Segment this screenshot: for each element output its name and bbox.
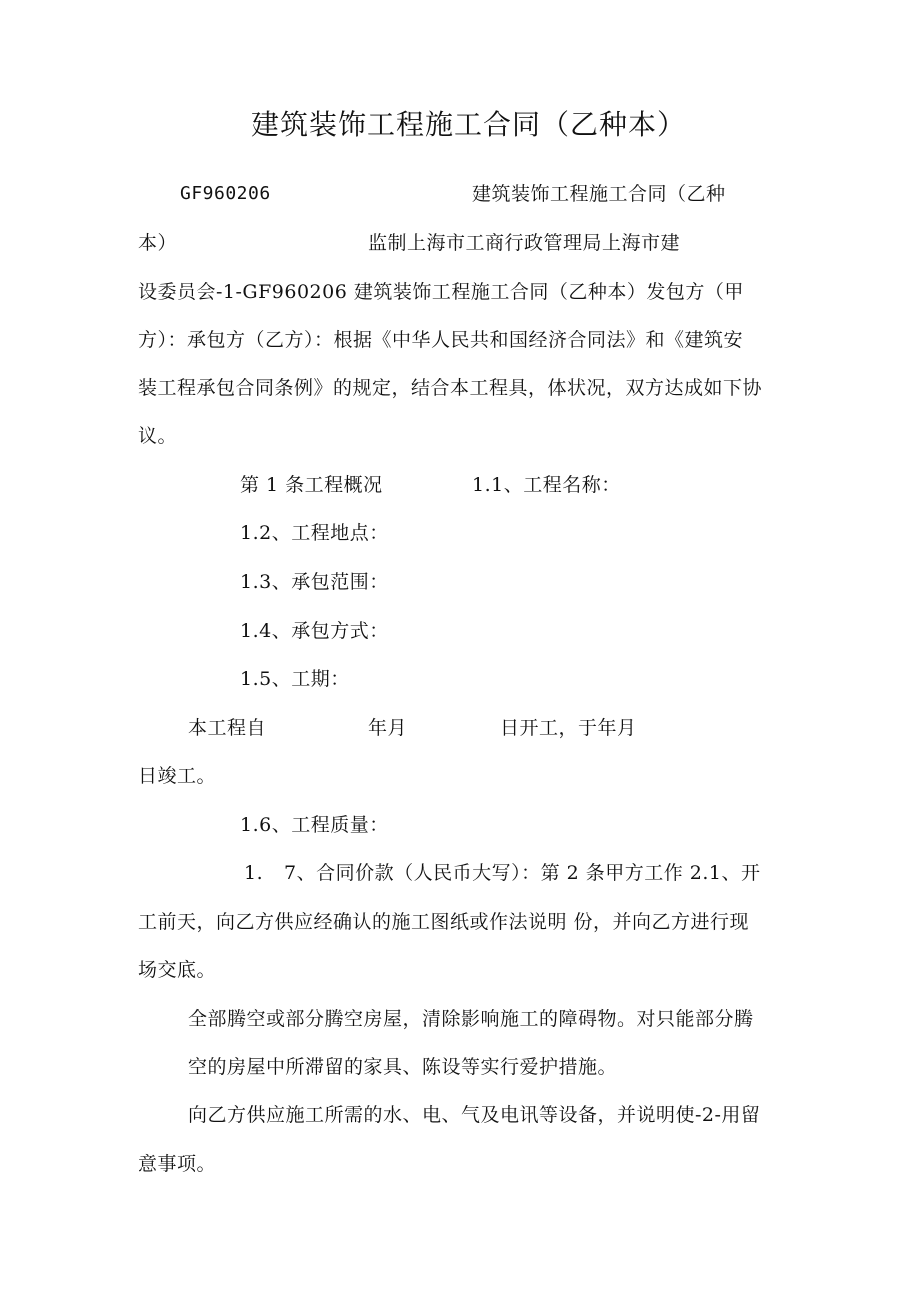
paragraph-b-line-2: 意事项。: [138, 1153, 217, 1175]
paragraph-b-line-1: 向乙方供应施工所需的水、电、气及电讯等设备，并说明使-2-用留: [188, 1104, 761, 1126]
item-1-1: 1.1、工程名称：: [472, 474, 621, 496]
paragraph-a-line-2: 空的房屋中所滞留的家具、陈设等实行爱护措施。: [188, 1056, 618, 1078]
intro-line-3: 装工程承包合同条例》的规定，结合本工程具，体状况，双方达成如下协: [138, 377, 763, 399]
intro-line-1: 设委员会-1-GF960206 建筑装饰工程施工合同（乙种本）发包方（甲: [138, 281, 744, 303]
intro-line-4: 议。: [138, 425, 178, 447]
contract-code: GF960206: [180, 183, 271, 204]
item-1-7-line-3: 场交底。: [138, 959, 217, 981]
header-title-part: 建筑装饰工程施工合同（乙种: [472, 183, 726, 205]
item-1-2: 1.2、工程地点：: [240, 522, 389, 544]
period-day-start: 日开工，于年月: [500, 717, 637, 739]
item-1-7-line-2: 工前天，向乙方供应经确认的施工图纸或作法说明 份，并向乙方进行现: [138, 911, 750, 933]
item-1-3: 1.3、承包范围：: [240, 571, 389, 593]
article-1-heading: 第 1 条工程概况: [240, 474, 383, 496]
supervisor-line: 监制上海市工商行政管理局上海市建: [368, 232, 681, 254]
line-2-start: 本）: [138, 232, 178, 254]
period-start-label: 本工程自: [188, 717, 267, 739]
item-1-4: 1.4、承包方式：: [240, 620, 389, 642]
item-1-5: 1.5、工期：: [240, 668, 350, 690]
paragraph-a-line-1: 全部腾空或部分腾空房屋，清除影响施工的障碍物。对只能部分腾: [188, 1008, 754, 1030]
period-year-month: 年月: [368, 717, 408, 739]
item-1-6: 1.6、工程质量：: [240, 814, 389, 836]
page-title: 建筑装饰工程施工合同（乙种本）: [251, 108, 687, 141]
item-1-7-text: 7、合同价款（人民币大写）：第 2 条甲方工作 2.1、开: [284, 862, 761, 884]
item-1-7-number: 1.: [244, 862, 264, 884]
period-end: 日竣工。: [138, 765, 217, 787]
intro-line-2: 方）：承包方（乙方）：根据《中华人民共和国经济合同法》和《建筑安: [138, 329, 744, 351]
